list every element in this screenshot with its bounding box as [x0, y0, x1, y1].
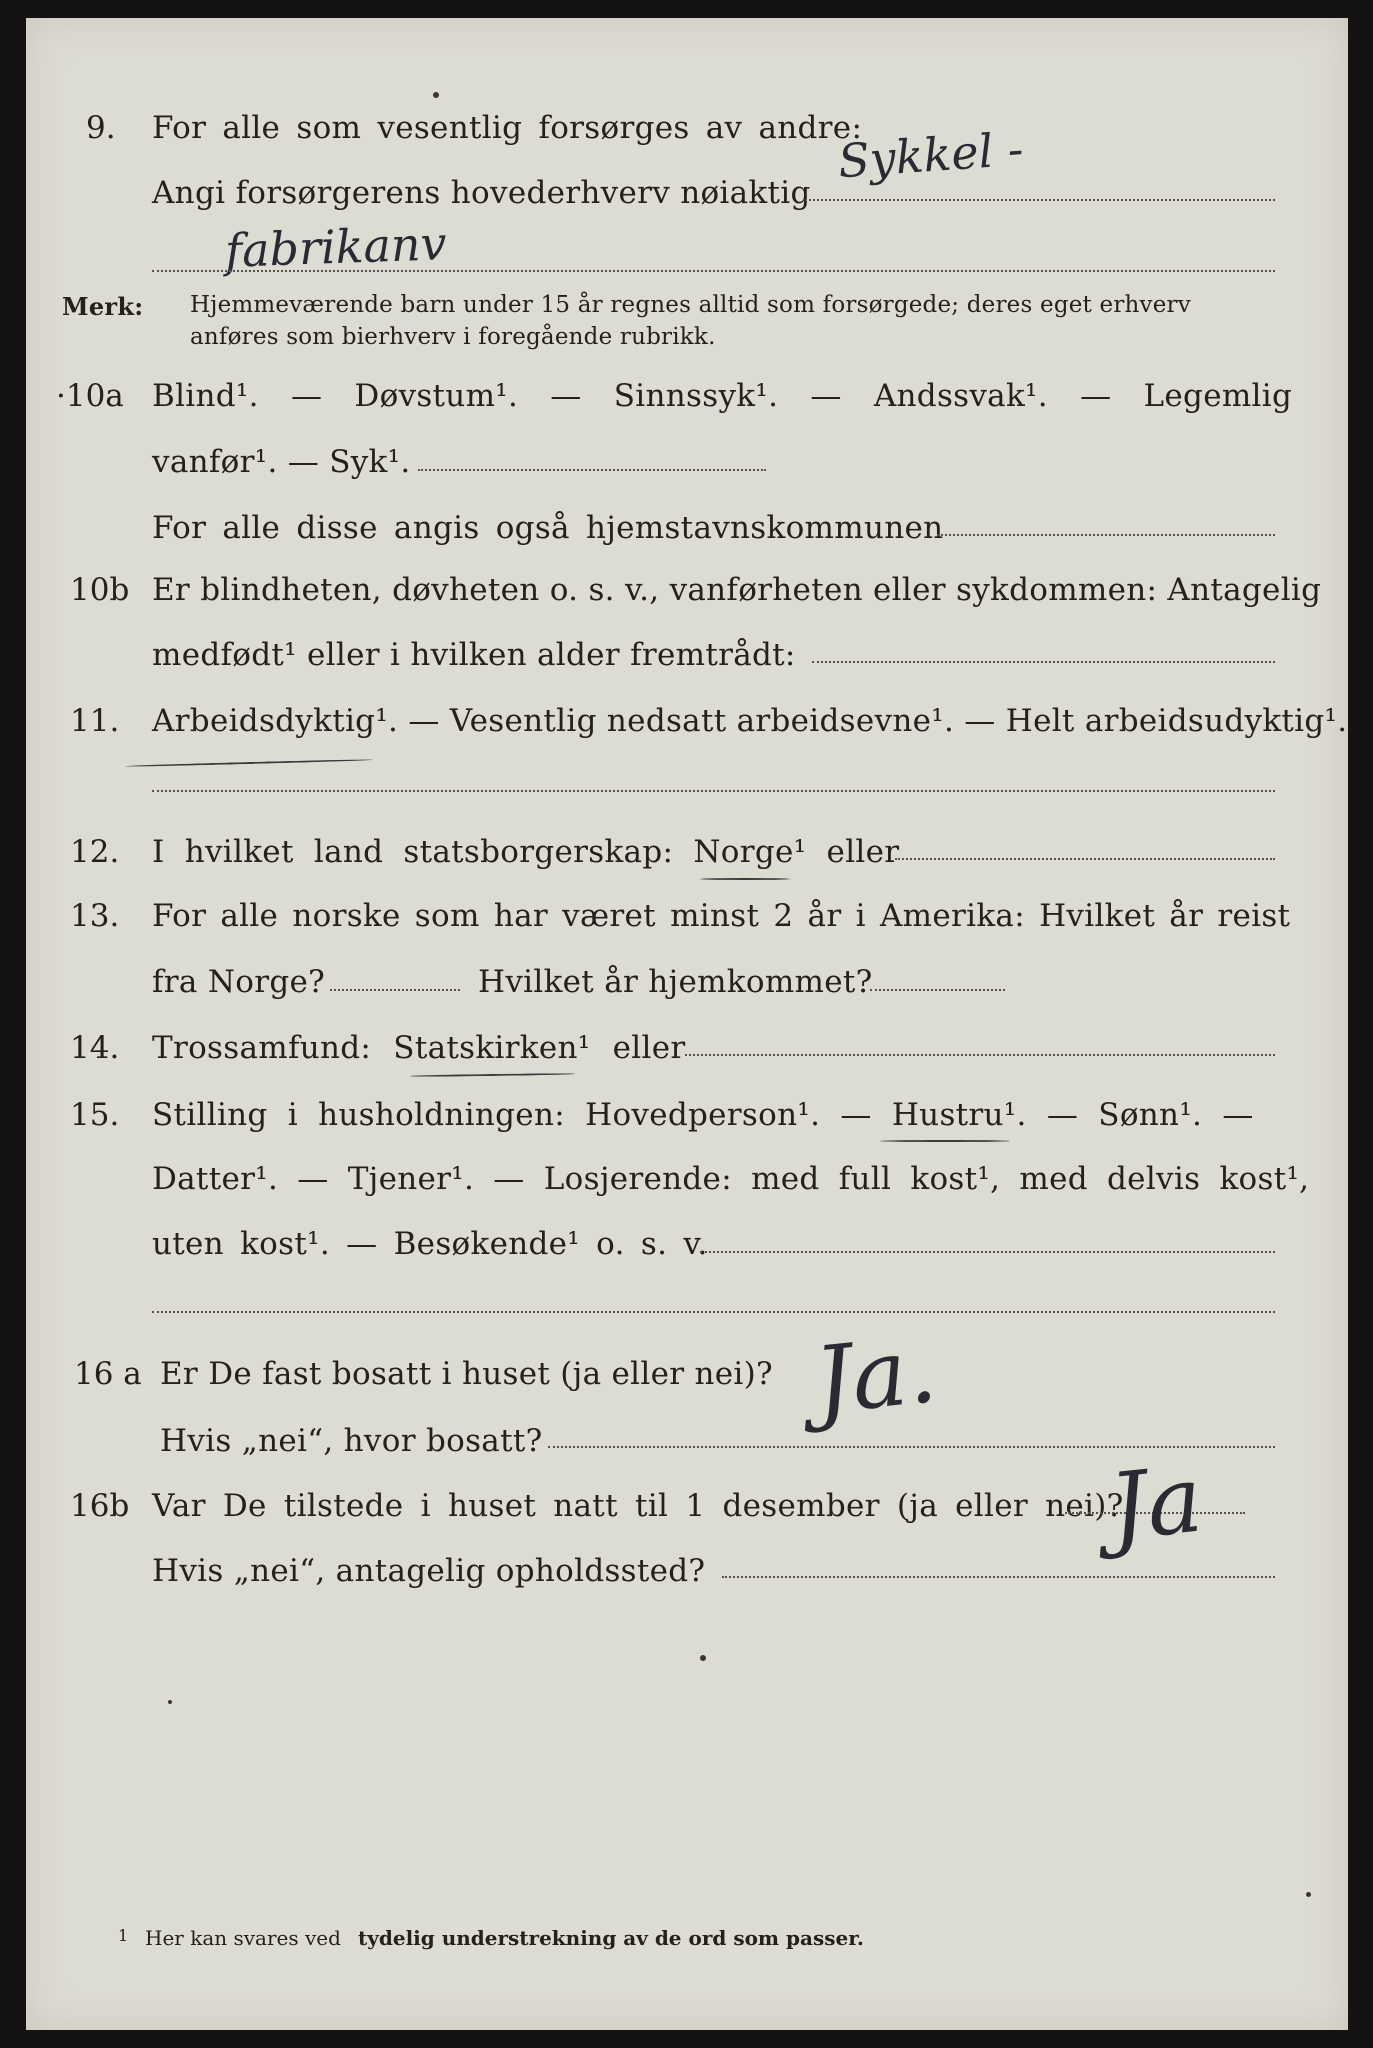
- q15-answer-line-1: [700, 1251, 1275, 1253]
- q10b-number: 10b: [70, 572, 130, 608]
- q16b-number: 16b: [70, 1488, 130, 1524]
- q9-answer-line-1: [805, 199, 1275, 201]
- footnote-text-bold: tydelig understrekning av de ord som passer.: [358, 1926, 864, 1950]
- merk-line1: Hjemmeværende barn under 15 år regnes alltid som forsørgede; deres eget erhverv: [190, 292, 1191, 318]
- q15-number: 15.: [70, 1097, 120, 1133]
- q12-answer-line: [895, 858, 1275, 860]
- q9-number: 9.: [86, 110, 116, 146]
- ink-speck: [433, 92, 439, 98]
- q9-answer-line-2: [152, 270, 1275, 272]
- q13-line2a: fra Norge?: [152, 964, 326, 1000]
- q13-number: 13.: [70, 898, 120, 934]
- q10a-answer-line-2: [937, 534, 1275, 536]
- merk-line2: anføres som bierhverv i foregående rubrikk.: [190, 324, 716, 350]
- q14-number: 14.: [70, 1030, 120, 1066]
- q10a-line1: Blind¹. — Døvstum¹. — Sinnssyk¹. — Andssvak¹. — Legemlig: [152, 378, 1293, 414]
- q11-line1: Arbeidsdyktig¹. — Vesentlig nedsatt arbeidsevne¹. — Helt arbeidsudyktig¹.: [152, 703, 1348, 739]
- q14-answer-line: [685, 1054, 1275, 1056]
- q15-hustru-underline: [880, 1140, 1010, 1142]
- q11-number: 11.: [70, 703, 120, 739]
- q12-norge-underline: [700, 878, 790, 880]
- census-form-page: [26, 18, 1348, 2030]
- footnote-mark: 1: [118, 1926, 129, 1945]
- q13-line1: For alle norske som har været minst 2 år i Amerika: Hvilket år reist: [152, 898, 1291, 934]
- q16b-handwritten-answer: Ja: [1104, 1445, 1208, 1562]
- q10b-line1: Er blindheten, døvheten o. s. v., vanførheten eller sykdommen: Antagelig: [152, 572, 1322, 608]
- q9-line1: For alle som vesentlig forsørges av andre:: [152, 110, 863, 146]
- q16a-handwritten-answer: Ja.: [809, 1315, 942, 1436]
- q15-line2: Datter¹. — Tjener¹. — Losjerende: med full kost¹, med delvis kost¹,: [152, 1161, 1310, 1197]
- ink-speck: [168, 1700, 172, 1704]
- q10a-answer-line-1: [418, 469, 766, 471]
- q10b-answer-line: [812, 661, 1275, 663]
- q9-line2: Angi forsørgerens hovederhverv nøiaktig: [152, 175, 811, 211]
- q11-answer-line: [152, 790, 1275, 792]
- q13-reist-answer-line: [330, 989, 460, 991]
- ink-speck: [1306, 1892, 1311, 1897]
- q12-number: 12.: [70, 834, 120, 870]
- q9-handwritten-answer-2: fabrikanv: [224, 216, 448, 278]
- q16b-line1: Var De tilstede i huset natt til 1 desember (ja eller nei)?: [152, 1488, 1124, 1524]
- q10a-line3: For alle disse angis også hjemstavnskommunen: [152, 510, 944, 546]
- q16b-answer-line-2: [722, 1576, 1275, 1578]
- q13-line2b: Hvilket år hjemkommet?: [478, 964, 873, 1000]
- q16b-line2: Hvis „nei“, antagelig opholdssted?: [152, 1553, 706, 1589]
- q12-line1: I hvilket land statsborgerskap: Norge¹ eller: [152, 834, 900, 870]
- q15-answer-line-2: [152, 1311, 1275, 1313]
- q15-line1: Stilling i husholdningen: Hovedperson¹. — Hustru¹. — Sønn¹. —: [152, 1097, 1254, 1133]
- q10a-number: ·10a: [56, 378, 124, 414]
- q14-line1: Trossamfund: Statskirken¹ eller: [152, 1030, 686, 1066]
- q10a-line2: vanfør¹. — Syk¹.: [152, 444, 411, 480]
- q9-handwritten-answer-1: Sykkel -: [836, 121, 1026, 189]
- q13-hjemkommet-answer-line: [870, 989, 1005, 991]
- q16a-number: 16 a: [74, 1356, 142, 1392]
- q15-line3: uten kost¹. — Besøkende¹ o. s. v.: [152, 1226, 708, 1262]
- merk-label: Merk:: [62, 292, 144, 321]
- q16a-line1: Er De fast bosatt i huset (ja eller nei)?: [160, 1356, 773, 1392]
- ink-speck: [700, 1655, 706, 1661]
- footnote-text-plain: Her kan svares ved: [145, 1926, 341, 1950]
- q16a-line2: Hvis „nei“, hvor bosatt?: [160, 1423, 543, 1459]
- q10b-line2: medfødt¹ eller i hvilken alder fremtrådt:: [152, 637, 796, 673]
